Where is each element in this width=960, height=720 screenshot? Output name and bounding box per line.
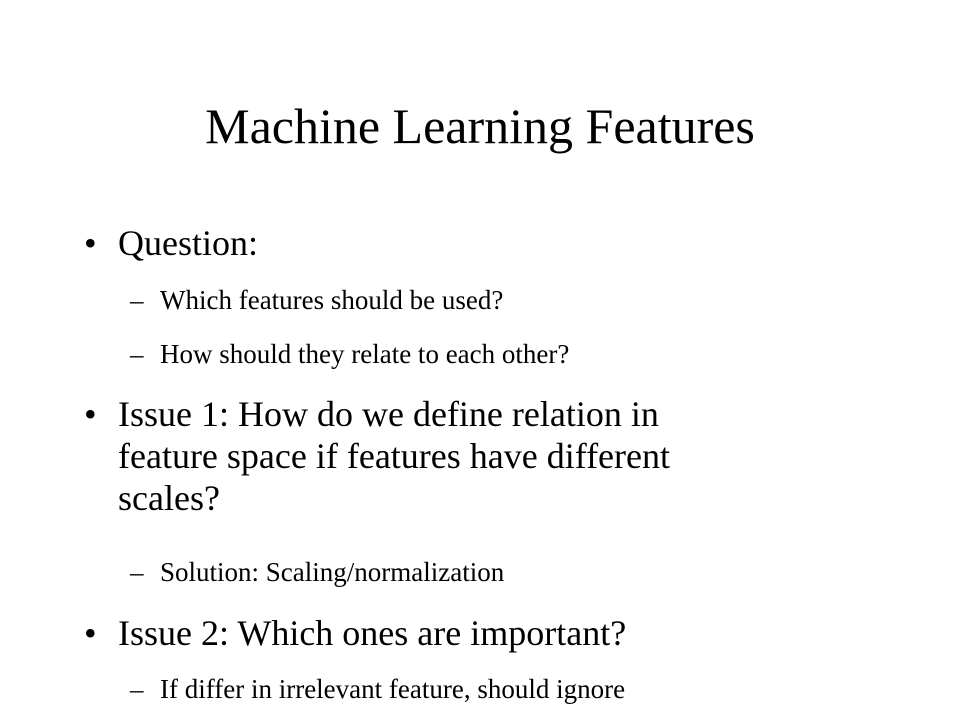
- bullet-marker: •: [84, 223, 97, 263]
- slide-title: Machine Learning Features: [205, 98, 755, 154]
- bullet-text-line: feature space if features have different: [118, 436, 671, 476]
- sub-bullet-marker: –: [130, 285, 144, 315]
- bullet-text-line: Issue 1: How do we define relation in: [118, 394, 659, 434]
- bullet-marker: •: [84, 394, 97, 434]
- bullet-text: Question:: [118, 223, 258, 263]
- sub-bullet-text: Which features should be used?: [160, 285, 504, 315]
- sub-bullet-marker: –: [130, 674, 144, 704]
- sub-bullet-text: If differ in irrelevant feature, should ignore: [160, 674, 626, 704]
- sub-bullet-text: Solution: Scaling/normalization: [160, 557, 505, 587]
- sub-bullet-marker: –: [130, 557, 144, 587]
- bullet-text: [118, 393, 904, 519]
- bullet-text: Issue 2: Which ones are important?: [118, 613, 627, 653]
- sub-bullet-text: How should they relate to each other?: [160, 339, 570, 369]
- bullet-marker: •: [84, 613, 97, 653]
- sub-bullet-marker: –: [130, 339, 144, 369]
- bullet-text-line: scales?: [118, 478, 220, 518]
